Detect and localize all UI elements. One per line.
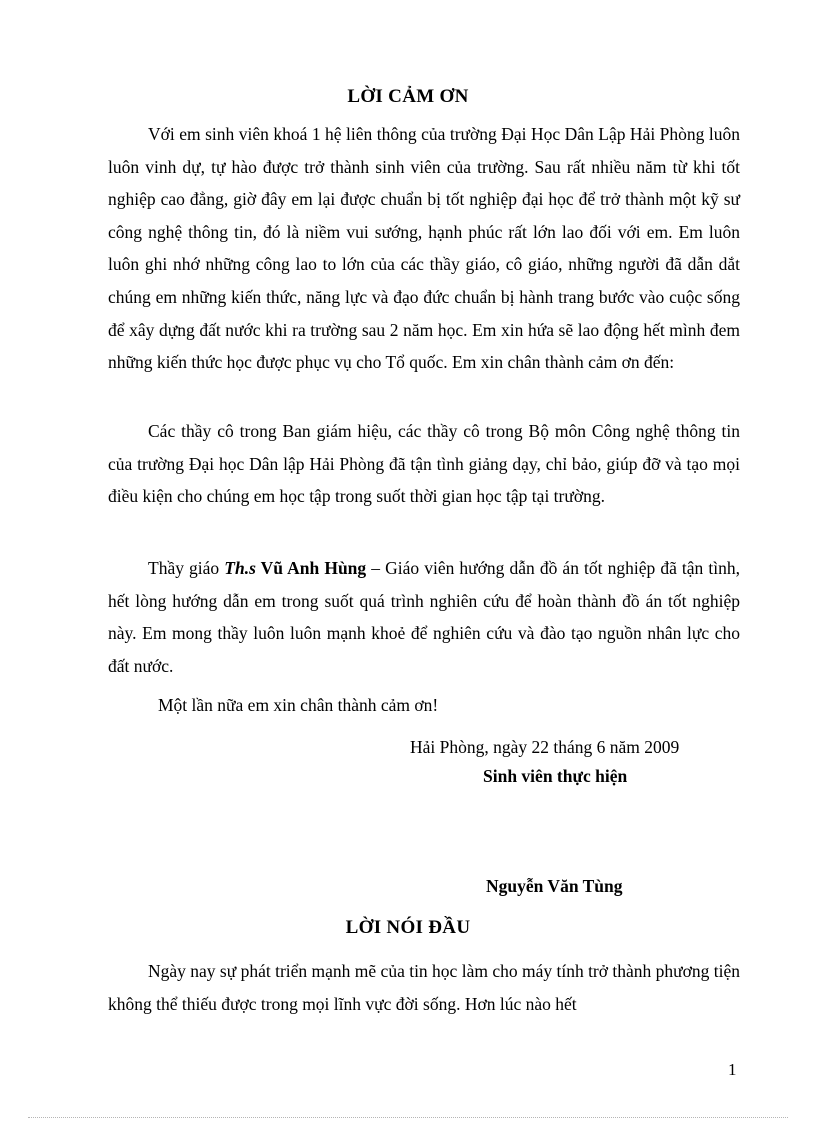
place-date: Hải Phòng, ngày 22 tháng 6 năm 2009 [410,737,680,757]
advisor-description: – Giáo viên hướng dẫn đồ án tốt nghiệp đã tận tình, hết lòng hướng dẫn em trong suốt quá trình nghiên cứu để hoàn thành đồ án tốt nghiệp này. Em mong thầy luôn luôn mạnh khoẻ để nghiên cứu và đào tạo nguồn nhân lực cho đất nước. [108,558,740,676]
acknowledgement-paragraph-1: Với em sinh viên khoá 1 hệ liên thông của trường Đại Học Dân Lập Hải Phòng luôn luôn vinh dự, tự hào được trở thành sinh viên của trường. Sau rất nhiều năm từ khi tốt nghiệp cao đẳng, giờ đây em lại được chuẩn bị tốt nghiệp đại học để trở thành một kỹ sư công nghệ thông tin, đó là niềm vui sướng, hạnh phúc rất lớn lao đối với em. Em luôn luôn ghi nhớ những công lao to lớn của các thầy giáo, cô giáo, những người đã dẫn dắt chúng em những kiến thức, năng lực và đạo đức chuẩn bị hành trang bước vào cuộc sống để xây dựng đất nước khi ra trường sau 2 năm học. Em xin hứa sẽ lao động hết mình đem những kiến thức học được phục vụ cho Tổ quốc. Em xin chân thành cảm ơn đến: [108,124,740,373]
advisor-name: Vũ Anh Hùng [255,558,367,578]
closing-line: Một lần nữa em xin chân thành cảm ơn! [158,695,439,715]
signer-role: Sinh viên thực hiện [483,766,628,786]
acknowledgement-paragraph-2: Các thầy cô trong Ban giám hiệu, các thầy cô trong Bộ môn Công nghệ thông tin của trường Đại học Dân lập Hải Phòng đã tận tình giảng dạy, chỉ bảo, giúp đỡ và tạo mọi điều kiện cho chúng em học tập trong suốt thời gian học tập tại trường. [108,421,740,507]
signer-name: Nguyễn Văn Tùng [486,876,623,896]
acknowledgement-paragraph-3 [108,552,740,682]
page-bottom-divider [28,1117,788,1118]
advisor-prefix: Thầy giáo [148,558,225,578]
page-number: 1 [728,1060,737,1079]
acknowledgement-title: LỜI CẢM ƠN [347,86,469,107]
foreword-title: LỜI NÓI ĐẦU [345,917,471,938]
advisor-title: Th.s [224,558,256,578]
foreword-paragraph-1: Ngày nay sự phát triển mạnh mẽ của tin học làm cho máy tính trở thành phương tiện không thể thiếu được trong mọi lĩnh vực đời sống. Hơn lúc nào hết [108,961,740,1014]
